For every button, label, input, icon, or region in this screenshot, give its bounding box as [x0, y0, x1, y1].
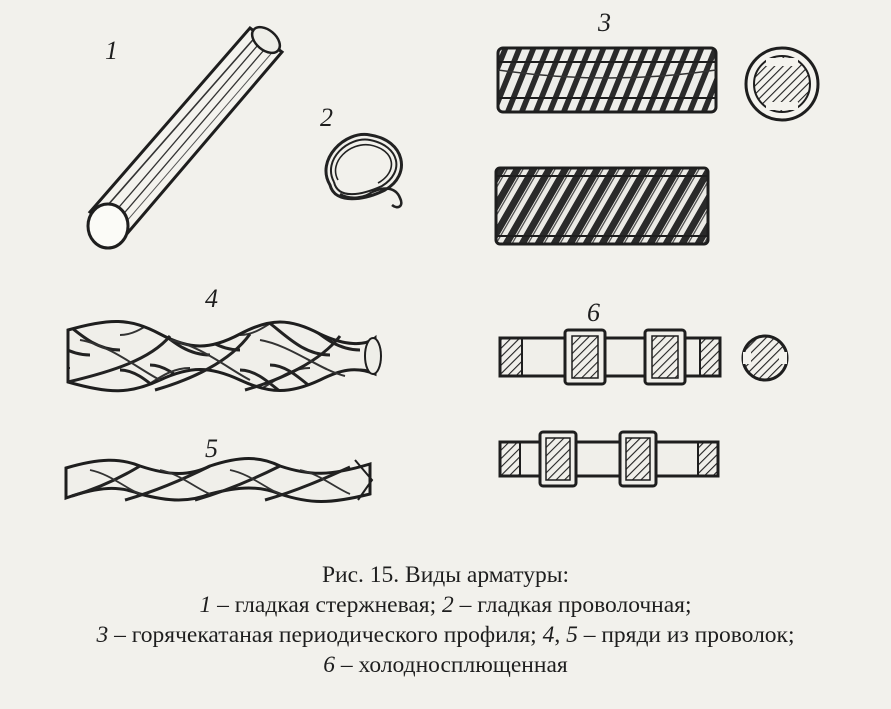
wire-strand-5-drawing	[66, 459, 372, 502]
label-2: 2	[320, 103, 333, 132]
periodic-profile-bar-bottom	[496, 168, 708, 244]
cold-flattened-bar-top	[500, 330, 720, 384]
label-3: 3	[598, 8, 611, 37]
label-4: 4	[205, 284, 218, 313]
periodic-profile-cross-section	[746, 48, 818, 120]
caption-text-2: – гладкая проволочная;	[453, 592, 692, 618]
caption-line-3	[0, 650, 891, 680]
wire-strand-4-drawing	[68, 321, 381, 390]
wire-coil-drawing	[326, 134, 401, 207]
caption-key-1: 1	[199, 592, 212, 618]
caption-text-3: – горячекатаная периодического профиля;	[108, 622, 543, 648]
caption-line-2	[0, 620, 891, 650]
caption-line-1	[0, 590, 891, 620]
caption-key-6: 6	[323, 652, 336, 678]
label-5: 5	[205, 434, 218, 463]
periodic-profile-bar-top	[498, 48, 716, 112]
caption-sep: ,	[554, 622, 567, 648]
figure-caption	[0, 560, 891, 680]
caption-text-1: – гладкая стержневая;	[211, 592, 443, 618]
caption-key-3: 3	[96, 622, 109, 648]
caption-text-4: – пряди из проволок;	[577, 622, 795, 648]
cold-flattened-cross-section	[743, 336, 787, 380]
caption-key-5: 5	[566, 622, 578, 648]
caption-title: Рис. 15. Виды арматуры:	[321, 562, 570, 588]
label-6: 6	[587, 298, 600, 327]
caption-text-5: – холодносплющенная	[335, 652, 568, 678]
caption-key-2: 2	[442, 592, 454, 618]
caption-key-4: 4	[542, 622, 555, 648]
cold-flattened-bar-bottom	[500, 432, 718, 486]
label-1: 1	[105, 36, 118, 65]
